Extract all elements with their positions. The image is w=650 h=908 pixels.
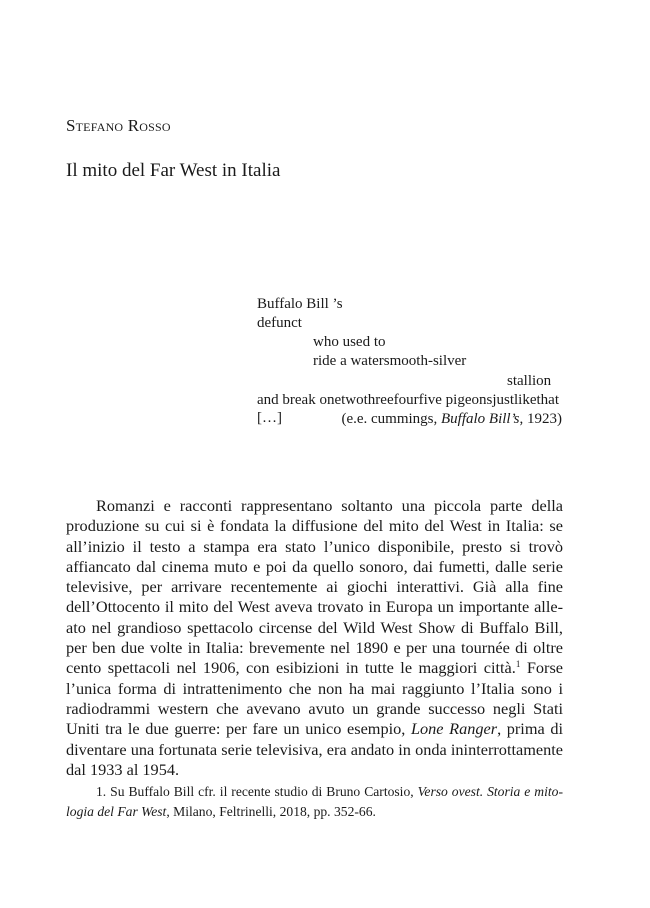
body-paragraph <box>66 496 563 780</box>
epigraph-line: defunct <box>257 315 302 331</box>
attribution-open: (e.e. cummings, <box>341 411 442 427</box>
body-italic-title: Lone Ranger <box>410 719 498 739</box>
footnote-suffix: , Milano, Feltrinelli, 2018, pp. 352-66. <box>166 803 376 819</box>
epigraph-attribution <box>341 411 562 428</box>
epigraph-line: ride a watersmooth-silver <box>313 353 467 369</box>
author-name: Stefano Rosso <box>66 116 171 135</box>
body-text-part1: Romanzi e racconti rappresentano soltanto una piccola parte della produzione su cui si è fondata la diffusione del mito del West in Italia: se all’inizio il testo a stampa era stato l’unico disponibile, presto si trovò affiancato dal cinema muto e poi da quello sonoro, dai fumetti, dalle serie televisive, per arrivare recentemente ai giochi interattivi. Già alla fine dell’Ottocento il mito del West aveva trovato in Europa un importante alleato nel grandioso spettacolo circense del Wild West Show di Buffalo Bill, per ben due volte in Italia: brevemente nel 1890 e per una tournée di oltre cento spettacoli nel 1906, con esibizioni in tutte le maggiori città. <box>66 496 563 678</box>
attribution-close: , 1923) <box>519 411 562 427</box>
epigraph-line: stallion <box>507 373 552 389</box>
epigraph-line: who used to <box>313 334 386 350</box>
body-text-part3: , prima di diventare una fortunata serie televisiva, era andato in onda ininterrottamente dal 1933 al 1954. <box>66 719 563 779</box>
epigraph-line: and break onetwothreefourfive pigeonsjustlikethat <box>257 392 559 408</box>
footnote <box>66 782 563 821</box>
epigraph-line: Buffalo Bill ’s <box>257 296 343 312</box>
body-text-part2: Forse l’unica forma di intrattenimento che non ha mai raggiunto l’Italia sono i radiodrammi western che avevano avuto un grande successo negli Stati Uniti tra le due guerre: per fare un unico esempio, <box>66 658 564 739</box>
footnote-italic-title: Verso ovest. Storia e mitologia del Far West <box>66 784 563 819</box>
attribution-work: Buffalo Bill’s <box>441 411 520 427</box>
epigraph-line: […] <box>257 410 282 426</box>
footnote-prefix: 1. Su Buffalo Bill cfr. il recente studio di Bruno Cartosio, <box>96 784 418 799</box>
chapter-title: Il mito del Far West in Italia <box>66 160 281 181</box>
footnote-reference: 1 <box>515 659 521 670</box>
